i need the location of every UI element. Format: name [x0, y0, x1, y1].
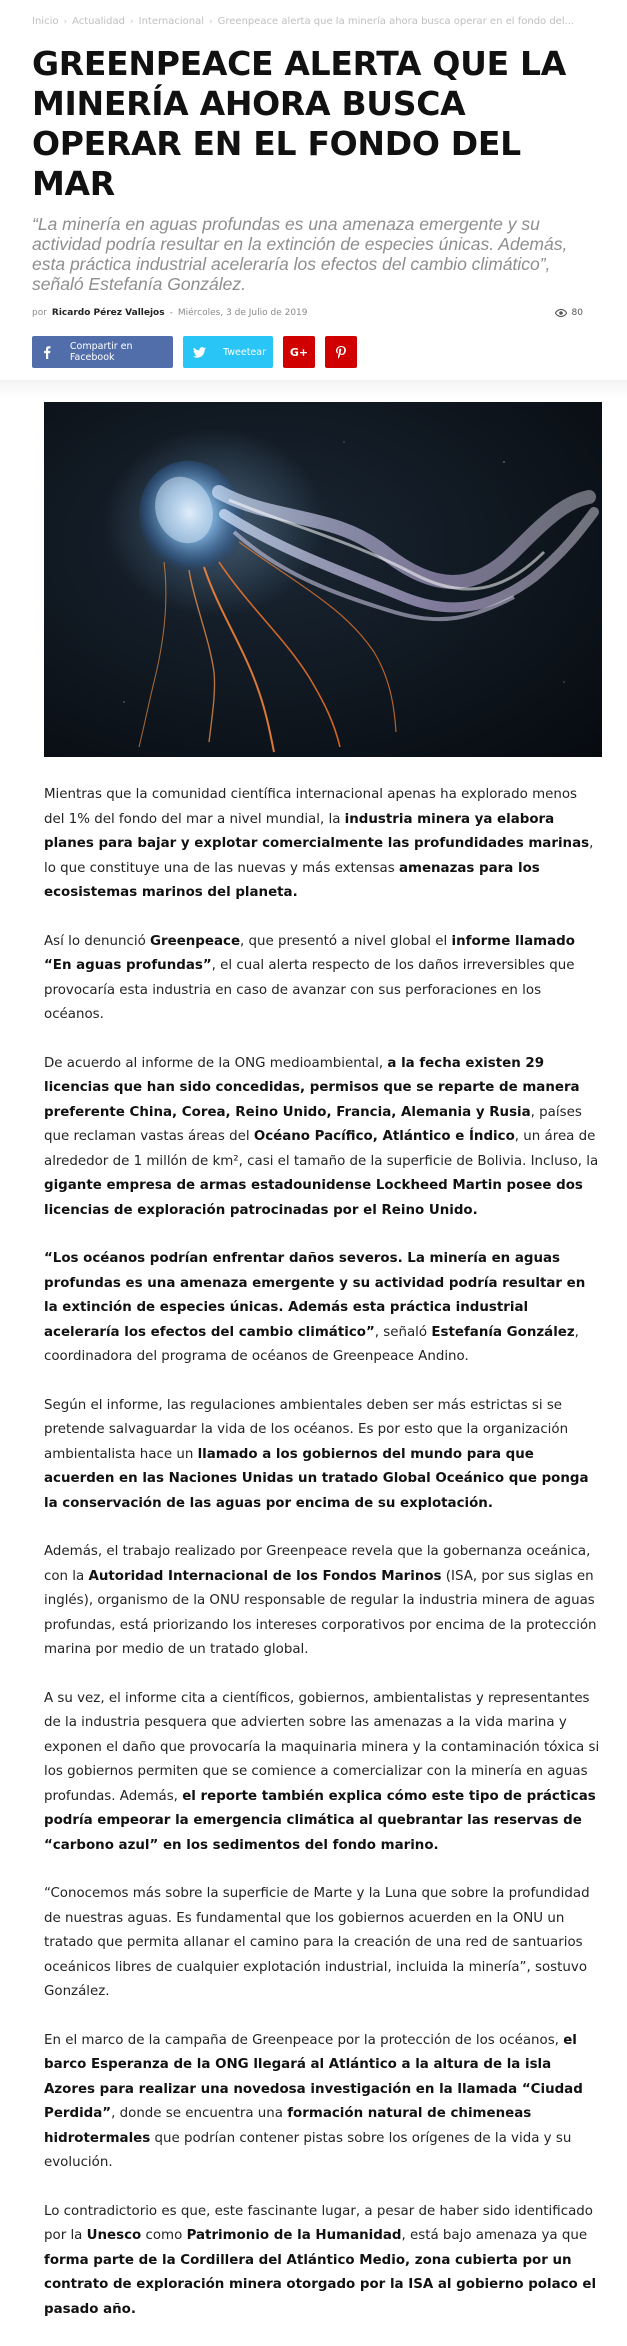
- bold-text: formación natural de chimeneas hidrotermales: [44, 2106, 532, 2146]
- twitter-icon: [183, 347, 215, 358]
- text-run: , está bajo amenaza ya que: [401, 2228, 588, 2243]
- text-run: “Conocemos más sobre la superficie de Marte y la Luna que sobre la profundidad de nuestras aguas. Es fundamental que los gobiernos acuerden en la ONU un tratado que permita allanar el camino para la creación de una red de santuarios oceánicos libres de cualquier explotación industrial, incluida la minería”, sostuvo González.: [44, 1886, 590, 1999]
- share-facebook-label: Compartir en Facebook: [69, 341, 133, 363]
- text-run: A su vez, el informe cita a científicos, gobiernos, ambientalistas y representantes de la industria pesquera que advierten sobre las amenazas a la vida marina y exponen el daño que provocaría la maquinaria minera y la contaminación tóxica si los gobiernos permiten que se comience a comercializar con la minería en aguas profundas. Además,: [44, 1690, 600, 1804]
- eye-icon: [555, 309, 567, 317]
- share-googleplus-button[interactable]: [283, 336, 315, 368]
- share-buttons: [32, 336, 595, 368]
- page-title: GREENPEACE ALERTA QUE LA MINERÍA AHORA BUSCA OPERAR EN EL FONDO DEL MAR: [32, 44, 566, 203]
- meta-by: por: [32, 308, 47, 318]
- text-run: , lo que constituye una de las nuevas y más extensas: [44, 836, 594, 876]
- text-run: , señaló: [374, 1324, 432, 1340]
- bold-text: el barco Esperanza de la ONG llegará al Atlántico a la altura de la isla Azores para realizar una novedosa investigación en la llamada “Ciudad Perdida”: [44, 2032, 583, 2121]
- article-meta: [32, 306, 595, 320]
- bold-text: llamado a los gobiernos del mundo para que acuerden en las Naciones Unidas un tratado Global Oceánico que ponga la conservación de las aguas por encima de su explotación.: [44, 1446, 589, 1511]
- text-run: En el marco de la campaña de Greenpeace por la protección de los océanos,: [44, 2032, 564, 2048]
- text-run: Así lo denunció: [44, 933, 151, 949]
- facebook-icon: [32, 346, 62, 359]
- breadcrumb-item-actualidad[interactable]: Actualidad: [72, 16, 126, 27]
- view-count: [555, 308, 583, 318]
- article-paragraph-10: [44, 2200, 601, 2323]
- jellyfish-image: [44, 402, 602, 757]
- share-pinterest-button[interactable]: [325, 336, 357, 368]
- view-count-value: 80: [571, 308, 583, 318]
- bold-text: amenazas para los ecosistemas marinos del planeta.: [44, 860, 540, 900]
- bold-text: Greenpeace: [150, 933, 241, 949]
- pinterest-icon: [336, 346, 346, 359]
- text-run: Además, el trabajo realizado por Greenpeace revela que la gobernanza oceánica, con la: [44, 1544, 591, 1584]
- author-link[interactable]: Ricardo Pérez Vallejos: [51, 308, 165, 318]
- chevron-right-icon: ›: [63, 17, 68, 27]
- bold-text: a la fecha existen 29 licencias que han sido concedidas, permisos que se reparte de manera preferente China, Corea, Reino Unido, Francia, Alemania y Rusia: [44, 1055, 580, 1120]
- text-run: , que presentó a nivel global el: [240, 933, 452, 949]
- article-body: [0, 783, 627, 2322]
- chevron-right-icon: ›: [209, 17, 213, 27]
- publish-date: Miércoles, 3 de Julio de 2019: [177, 308, 308, 318]
- article-header: [0, 0, 627, 368]
- bold-text: Océano Pacífico, Atlántico e Índico: [253, 1129, 515, 1144]
- article-paragraph-7: [44, 1687, 601, 1859]
- text-run: que podrían contener pistas sobre los orígenes de la vida y su evolución.: [44, 2130, 572, 2170]
- bold-text: Unesco: [86, 2228, 142, 2243]
- text-run: , donde se encuentra una: [111, 2106, 288, 2121]
- article-paragraph-2: [44, 930, 601, 1028]
- meta-dash: -: [169, 308, 173, 318]
- bold-text: gigante empresa de armas estadounidense Lockheed Martin posee dos licencias de exploración patrocinadas por el Reino Unido.: [44, 1178, 583, 1218]
- text-run: Según el informe, las regulaciones ambientales deben ser más estrictas si se pretende salvaguardar la vida de los océanos. Es por esto que la organización ambientalista hace un: [44, 1397, 569, 1462]
- bold-text: el reporte también explica cómo este tipo de prácticas podría empeorar la emergencia climática al quebrantar las reservas de “carbono azul” en los sedimentos del fondo marino.: [44, 1788, 596, 1853]
- text-run: Mientras que la comunidad científica internacional apenas ha explorado menos del 1% del fondo del mar a nivel mundial, la: [44, 787, 578, 827]
- bold-text: Estefanía González: [431, 1324, 575, 1340]
- breadcrumb-item-internacional[interactable]: Internacional: [138, 16, 205, 27]
- bold-text: informe llamado “En aguas profundas”: [44, 933, 575, 973]
- bold-text: “Los océanos podrían enfrentar daños severos. La minería en aguas profundas es una amenaza emergente y su actividad podría resultar en la extinción de especies únicas. Además esta práctica industrial aceleraría los efectos del cambio climático”: [44, 1251, 586, 1340]
- article-paragraph-6: [44, 1540, 601, 1663]
- share-twitter-button[interactable]: [183, 336, 273, 368]
- googleplus-icon: G+: [289, 345, 309, 359]
- header-divider: [0, 380, 627, 398]
- bold-text: Patrimonio de la Humanidad: [186, 2228, 402, 2243]
- article-subtitle: “La minería en aguas profundas es una amenaza emergente y su actividad podría resultar en la extinción de especies únicas. Además, esta práctica industrial aceleraría los efectos del cambio climático”, señaló Estefanía González.: [32, 214, 568, 294]
- text-run: Lo contradictorio es que, este fascinante lugar, a pesar de haber sido identificado por la: [44, 2203, 593, 2243]
- article-paragraph-4: [44, 1247, 601, 1370]
- article-paragraph-1: [44, 783, 601, 906]
- text-run: (ISA, por sus siglas en inglés), organismo de la ONU responsable de regular la industria minera de aguas profundas, está priorizando los intereses corporativos por encima de la protección marina por medio de un tratado global.: [44, 1568, 597, 1657]
- text-run: como: [141, 2228, 187, 2243]
- bold-text: forma parte de la Cordillera del Atlántico Medio, zona cubierta por un contrato de exploración minera otorgado por la ISA al gobierno polaco el pasado año.: [44, 2252, 597, 2317]
- breadcrumb: [32, 16, 595, 32]
- article-paragraph-8: [44, 1882, 601, 2005]
- share-twitter-label: Tweetear: [223, 346, 266, 358]
- text-run: , países que reclaman vastas áreas del: [44, 1104, 582, 1144]
- text-run: , coordinadora del programa de océanos de Greenpeace Andino.: [44, 1324, 579, 1364]
- text-run: , un área de alrededor de 1 millón de km², casi el tamaño de la superficie de Bolivia. Incluso, la: [44, 1129, 599, 1169]
- hero-image: [44, 402, 602, 757]
- article-paragraph-9: [44, 2029, 601, 2176]
- share-facebook-button[interactable]: [32, 336, 173, 368]
- article-paragraph-5: [44, 1394, 601, 1517]
- breadcrumb-item-inicio[interactable]: Inicio: [32, 16, 59, 27]
- bold-text: industria minera ya elabora planes para bajar y explotar comercialmente las profundidades marinas: [44, 811, 590, 851]
- article-paragraph-3: [44, 1052, 601, 1224]
- chevron-right-icon: ›: [130, 17, 134, 27]
- bold-text: Autoridad Internacional de los Fondos Marinos: [88, 1568, 442, 1584]
- text-run: , el cual alerta respecto de los daños irreversibles que provocaría esta industria en caso de avanzar con sus perforaciones en los océanos.: [44, 958, 575, 1022]
- text-run: De acuerdo al informe de la ONG medioambiental,: [44, 1055, 388, 1071]
- breadcrumb-item-current: Greenpeace alerta que la minería ahora busca operar en el fondo del...: [217, 16, 575, 27]
